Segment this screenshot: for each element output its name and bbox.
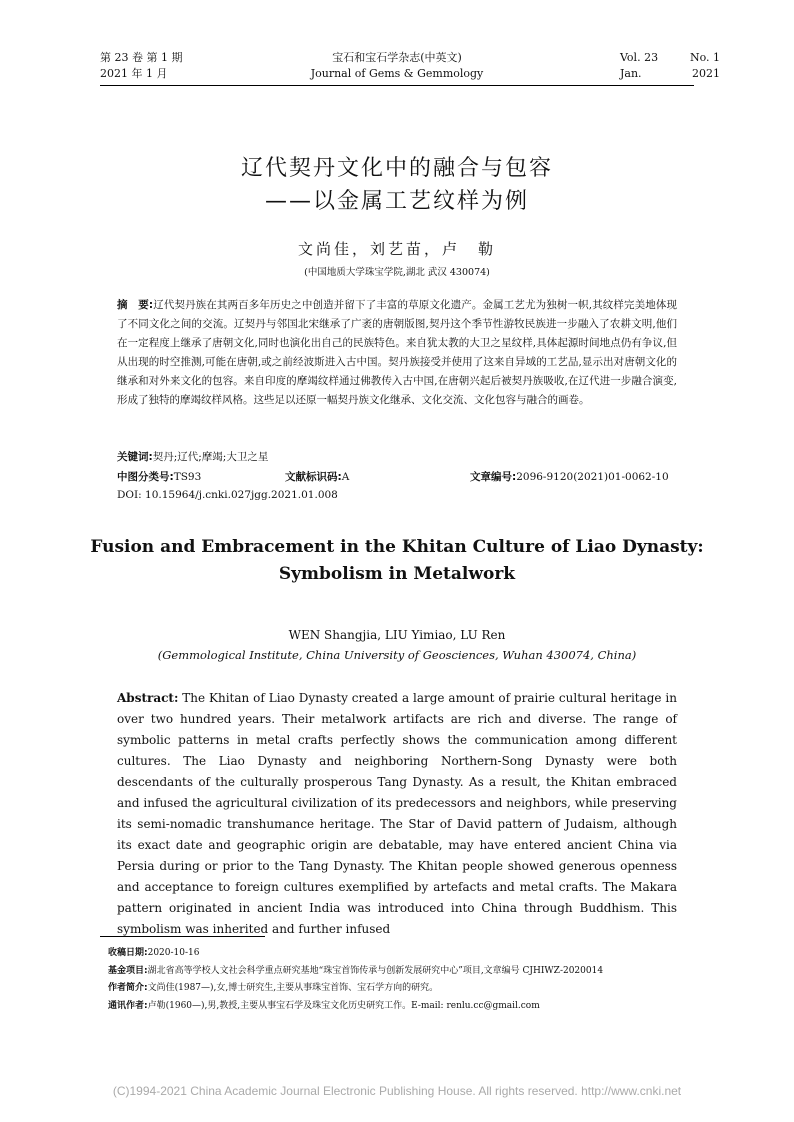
header-rule bbox=[100, 85, 694, 86]
abstract-en-label: Abstract: bbox=[117, 691, 179, 705]
doc-code-label: 文献标识码: bbox=[285, 471, 342, 483]
document-code bbox=[285, 469, 349, 484]
article-number bbox=[470, 469, 669, 484]
journal-name-cn: 宝石和宝石学杂志(中英文) bbox=[332, 51, 462, 64]
copyright-footer: (C)1994-2021 China Academic Journal Electronic Publishing House. All rights reserved. http://www.cnki.net bbox=[112, 1084, 682, 1098]
affiliation-en: (Gemmological Institute, China University of Geosciences, Wuhan 430074, China) bbox=[157, 648, 637, 662]
volume: Vol. 23 bbox=[620, 51, 659, 64]
journal-name-en: Journal of Gems & Gemmology bbox=[310, 67, 484, 80]
title-cn-line-2: ——以金属工艺纹样为例 bbox=[264, 189, 529, 214]
clc-code bbox=[117, 469, 201, 484]
date-cn: 2021 年 1 月 bbox=[100, 67, 168, 80]
abstract-en bbox=[117, 688, 677, 940]
issue-cn: 第 23 卷 第 1 期 bbox=[100, 51, 183, 64]
abstract-cn-text: 辽代契丹族在其两百多年历史之中创造并留下了丰富的草原文化遗产。金属工艺尤为独树一帜,其纹样完美地体现了不同文化之间的交流。辽契丹与邻国北宋继承了广袤的唐朝版图,契丹这个季节性游牧民族进一步融入了农耕文明,他们在一定程度上继承了唐朝文化,同时也演化出自己的民族特色。来自犹太教的大卫之星纹样,具体起源时间地点仍有争议,但从出现的时空推测,可能在唐朝,或之前经波斯进入古中国。契丹族接受并使用了这来自异域的工艺品,显示出对唐朝文化的继承和对外来文化的包容。来自印度的摩竭纹样通过佛教传入古中国,在唐朝兴起后被契丹族吸收,在辽代进一步融合演变,形成了独特的摩竭纹样风格。这些足以还原一幅契丹族文化继承、文化交流、文化包容与融合的画卷。 bbox=[117, 299, 678, 406]
footnote-rule bbox=[100, 936, 265, 937]
running-header-right bbox=[620, 50, 720, 82]
title-cn bbox=[0, 152, 794, 218]
footnote-corresponding: 通讯作者:卢勒(1960—),男,教授,主要从事宝石学及珠宝文化历史研究工作。E-mail: renlu.cc@gmail.com bbox=[108, 1001, 540, 1011]
title-en-line-1: Fusion and Embracement in the Khitan Culture of Liao Dynasty: bbox=[90, 537, 704, 557]
abstract-cn bbox=[117, 296, 677, 410]
number: No. 1 bbox=[689, 51, 720, 64]
year: 2021 bbox=[692, 67, 720, 80]
article-no-label: 文章编号: bbox=[470, 471, 517, 483]
title-cn-line-1: 辽代契丹文化中的融合与包容 bbox=[240, 156, 553, 181]
authors-en: WEN Shangjia, LIU Yimiao, LU Ren bbox=[288, 628, 506, 642]
doc-code-value: A bbox=[341, 471, 350, 483]
doi: DOI: 10.15964/j.cnki.027jgg.2021.01.008 bbox=[117, 489, 338, 501]
article-no-value: 2096-9120(2021)01-0062-10 bbox=[516, 471, 669, 483]
month: Jan. bbox=[620, 67, 642, 80]
clc-value: TS93 bbox=[173, 471, 202, 483]
abstract-cn-label: 摘 要: bbox=[117, 299, 154, 311]
abstract-en-text: The Khitan of Liao Dynasty created a large amount of prairie cultural heritage in over two hundred years. Their metalwork artifacts are rich and diverse. The range of symbolic patterns in metal crafts perfectly shows the communication among different cultures. The Liao Dynasty and neighboring Northern-Song Dynasty were both descendants of the culturally prosperous Tang Dynasty. As a result, the Khitan embraced and infused the agricultural civilization of its predecessors and neighbors, while preserving its semi-nomadic transhumance heritage. The Star of David pattern of Judaism, although its exact date and geographic origin are debatable, may have entered ancient China via Persia during or prior to the Tang Dynasty. The Khitan people showed generous openness and acceptance to foreign cultures exemplified by artefacts and metal crafts. The Makara pattern originated in ancient India was introduced into China through Buddhism. This symbolism was inherited and further infused bbox=[117, 691, 677, 936]
affiliation-cn: (中国地质大学珠宝学院,湖北 武汉 430074) bbox=[304, 267, 490, 278]
footnote-received: 收稿日期:2020-10-16 bbox=[108, 948, 200, 958]
title-en bbox=[0, 534, 794, 588]
keywords-cn bbox=[117, 449, 268, 464]
footnote-funding: 基金项目:湖北省高等学校人文社会科学重点研究基地“珠宝首饰传承与创新发展研究中心”项目,文章编号 CJHIWZ-2020014 bbox=[108, 966, 604, 976]
authors-cn: 文尚佳，刘艺苗，卢 勒 bbox=[297, 240, 496, 258]
keywords-cn-text: 契丹;辽代;摩竭;大卫之星 bbox=[152, 451, 269, 463]
title-en-line-2: Symbolism in Metalwork bbox=[278, 564, 516, 584]
keywords-cn-label: 关键词: bbox=[117, 451, 153, 463]
footnote-author-bio: 作者简介:文尚佳(1987—),女,博士研究生,主要从事珠宝首饰、宝石学方向的研究。 bbox=[108, 983, 439, 993]
clc-label: 中图分类号: bbox=[117, 471, 174, 483]
